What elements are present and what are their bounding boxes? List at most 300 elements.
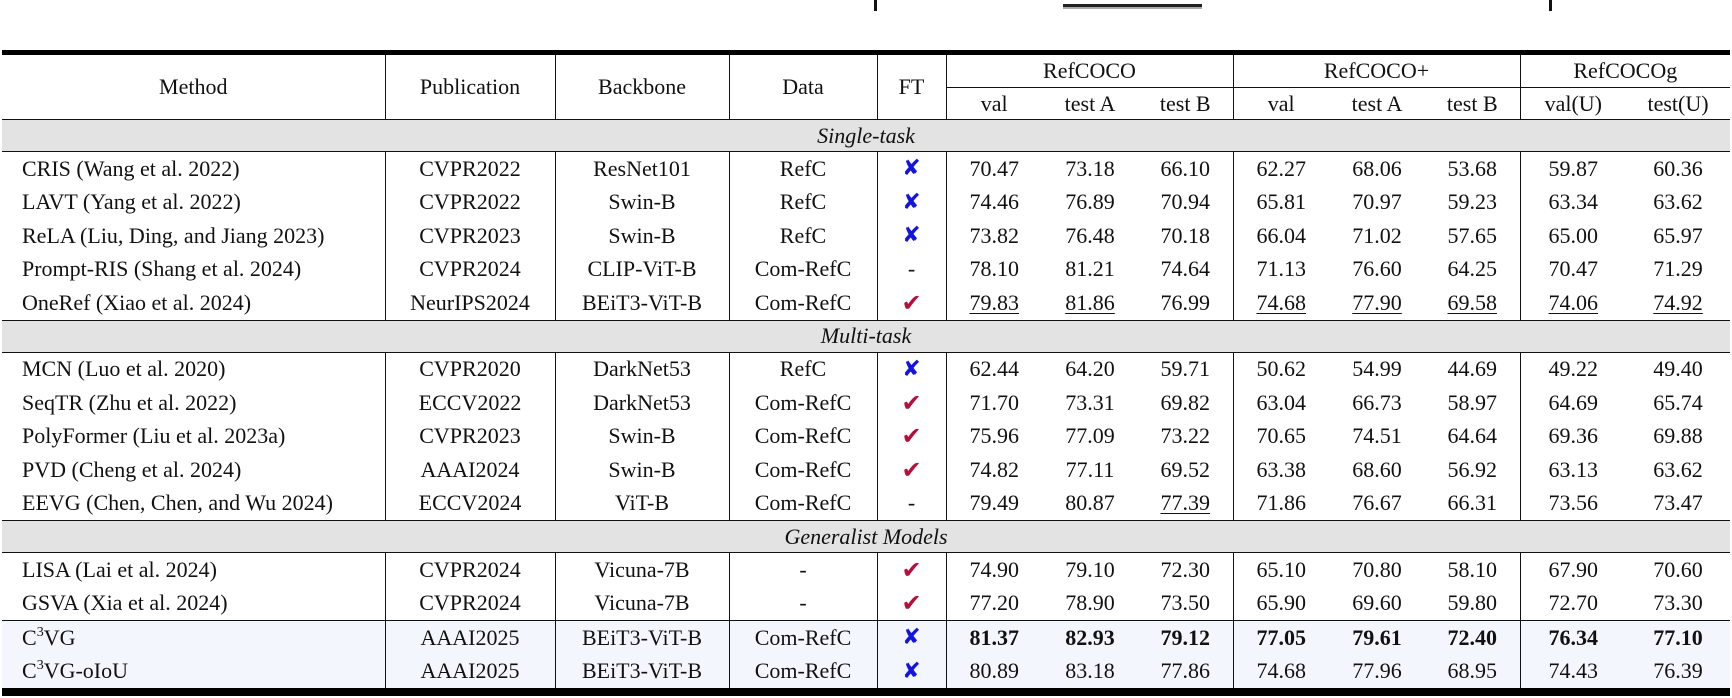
check-icon: ✔ (901, 555, 922, 584)
score-value: 70.65 (1256, 423, 1306, 449)
ft-cell (877, 352, 946, 386)
score-cell (1138, 453, 1233, 487)
header-refcoco-testb: test B (1138, 88, 1233, 120)
score-cell (1425, 386, 1520, 420)
section-header-row (2, 320, 1730, 352)
score-cell (1042, 352, 1138, 386)
backbone-cell: BEiT3-ViT-B (555, 286, 729, 320)
score-cell (1425, 420, 1520, 454)
score-cell (1233, 186, 1329, 220)
score-cell (1425, 655, 1520, 693)
check-icon: ✔ (901, 388, 922, 417)
score-value: 73.31 (1065, 389, 1115, 415)
score-value: 53.68 (1447, 155, 1498, 181)
ft-cell (877, 487, 946, 521)
score-cell (1042, 621, 1138, 655)
ft-cell (877, 386, 946, 420)
data-cell: Com-RefC (729, 655, 877, 693)
score-cell (1233, 352, 1329, 386)
score-value: 83.18 (1065, 658, 1115, 684)
table-row (2, 487, 1730, 521)
score-value: 74.92 (1653, 289, 1703, 315)
score-value: 65.90 (1256, 590, 1306, 616)
score-cell (1233, 152, 1329, 186)
score-cell (946, 219, 1042, 253)
score-cell (946, 152, 1042, 186)
data-cell: Com-RefC (729, 253, 877, 287)
backbone-cell: ViT-B (555, 487, 729, 521)
score-value: 66.04 (1256, 222, 1306, 248)
score-cell (1042, 253, 1138, 287)
ft-cell (877, 453, 946, 487)
method-cell: CRIS (Wang et al. 2022) (2, 152, 385, 186)
score-value: 50.62 (1256, 356, 1306, 382)
score-value: 70.60 (1653, 556, 1703, 582)
score-cell (1520, 453, 1626, 487)
score-value: 59.87 (1548, 155, 1599, 181)
score-cell (1329, 453, 1425, 487)
method-name-superscript: 3 (36, 658, 44, 674)
score-value: 64.64 (1447, 423, 1498, 449)
score-cell (1425, 487, 1520, 521)
score-cell (1233, 386, 1329, 420)
score-value: 68.06 (1352, 155, 1402, 181)
method-cell: LISA (Lai et al. 2024) (2, 553, 385, 587)
score-cell (1233, 655, 1329, 693)
score-cell (1329, 553, 1425, 587)
header-ft: FT (877, 53, 946, 120)
header-backbone: Backbone (555, 53, 729, 120)
header-data: Data (729, 53, 877, 120)
score-value: 76.67 (1352, 490, 1402, 516)
score-value: 77.10 (1653, 624, 1703, 650)
score-cell (1425, 186, 1520, 220)
ft-cell (877, 420, 946, 454)
cross-icon: ✘ (902, 156, 921, 182)
score-cell (1626, 420, 1730, 454)
score-cell (1425, 453, 1520, 487)
method-cell: OneRef (Xiao et al. 2024) (2, 286, 385, 320)
score-value: 62.27 (1256, 155, 1306, 181)
score-value: 44.69 (1447, 356, 1498, 382)
score-cell (1042, 453, 1138, 487)
score-value: 73.22 (1160, 423, 1210, 449)
score-value: 58.10 (1447, 556, 1498, 582)
caption-glyph-descender (874, 0, 877, 11)
score-cell (1233, 621, 1329, 655)
score-value: 73.30 (1653, 590, 1703, 616)
cross-icon: ✘ (902, 658, 921, 684)
data-cell: Com-RefC (729, 487, 877, 521)
score-value: 57.65 (1447, 222, 1498, 248)
score-value: 60.36 (1653, 155, 1703, 181)
method-name-rest: VG (43, 624, 76, 650)
table-row-ours (2, 655, 1730, 693)
score-value: 72.70 (1548, 590, 1599, 616)
header-refcocoplus-val: val (1233, 88, 1329, 120)
ft-cell (877, 253, 946, 287)
backbone-cell: ResNet101 (555, 152, 729, 186)
score-value: 65.10 (1256, 556, 1306, 582)
backbone-cell: CLIP-ViT-B (555, 253, 729, 287)
score-cell (1626, 186, 1730, 220)
score-cell (1329, 186, 1425, 220)
score-value: 74.90 (969, 556, 1019, 582)
score-value: 77.11 (1065, 456, 1115, 482)
score-cell (1042, 587, 1138, 621)
score-cell (1626, 219, 1730, 253)
score-value: 66.31 (1447, 490, 1498, 516)
score-value: 74.82 (969, 456, 1019, 482)
publication-cell: CVPR2022 (385, 186, 555, 220)
score-cell (1329, 621, 1425, 655)
publication-cell: ECCV2022 (385, 386, 555, 420)
score-cell (1329, 286, 1425, 320)
score-value: 71.02 (1352, 222, 1402, 248)
score-value: 64.69 (1548, 389, 1599, 415)
publication-cell: CVPR2020 (385, 352, 555, 386)
score-value: 59.80 (1447, 590, 1498, 616)
header-refcoco-testa: test A (1042, 88, 1138, 120)
method-cell: GSVA (Xia et al. 2024) (2, 587, 385, 621)
score-value: 70.94 (1160, 189, 1210, 215)
score-cell (1520, 186, 1626, 220)
ft-cell (877, 553, 946, 587)
score-value: 69.82 (1160, 389, 1210, 415)
score-cell (1233, 286, 1329, 320)
check-icon: ✔ (901, 422, 922, 451)
score-cell (1042, 553, 1138, 587)
score-cell (1520, 286, 1626, 320)
score-value: 73.56 (1548, 490, 1599, 516)
table-row (2, 286, 1730, 320)
score-value: 63.04 (1256, 389, 1306, 415)
section-label: Single-task (2, 120, 1730, 152)
score-cell (1042, 655, 1138, 693)
score-cell (1138, 253, 1233, 287)
score-value: 70.97 (1352, 189, 1402, 215)
score-value: 76.60 (1352, 256, 1402, 282)
score-value: 77.86 (1160, 658, 1210, 684)
header-refcocoplus-testb: test B (1425, 88, 1520, 120)
score-value: 73.47 (1653, 490, 1703, 516)
data-cell: RefC (729, 352, 877, 386)
score-value: 73.50 (1160, 590, 1210, 616)
score-value: 64.20 (1065, 356, 1115, 382)
score-cell (1425, 352, 1520, 386)
section-label: Generalist Models (2, 521, 1730, 553)
score-value: 70.47 (969, 155, 1019, 181)
score-value: 69.36 (1548, 423, 1599, 449)
score-value: 79.12 (1160, 624, 1210, 650)
score-cell (1233, 253, 1329, 287)
section-header-row (2, 521, 1730, 553)
method-cell (2, 655, 385, 693)
score-cell (1042, 186, 1138, 220)
score-value: 72.30 (1160, 556, 1210, 582)
score-cell (1520, 655, 1626, 693)
section-header-row (2, 120, 1730, 152)
score-value: 71.13 (1256, 256, 1306, 282)
score-cell (1042, 152, 1138, 186)
method-name-rest: VG-oIoU (43, 658, 129, 684)
score-value: 59.71 (1160, 356, 1210, 382)
score-cell (1520, 386, 1626, 420)
score-cell (1520, 487, 1626, 521)
score-cell (1233, 453, 1329, 487)
score-cell (1329, 253, 1425, 287)
score-cell (1138, 186, 1233, 220)
score-value: 77.20 (969, 590, 1019, 616)
score-value: 71.86 (1256, 490, 1306, 516)
score-value: 79.49 (969, 490, 1019, 516)
score-cell (1138, 487, 1233, 521)
score-cell (1329, 152, 1425, 186)
score-value: 76.89 (1065, 189, 1115, 215)
score-value: 64.25 (1447, 256, 1498, 282)
cross-icon: ✘ (902, 189, 921, 215)
method-cell: EEVG (Chen, Chen, and Wu 2024) (2, 487, 385, 521)
score-cell (946, 186, 1042, 220)
results-table (2, 50, 1730, 696)
score-value: 74.51 (1352, 423, 1402, 449)
score-value: 77.96 (1352, 658, 1402, 684)
method-cell: Prompt-RIS (Shang et al. 2024) (2, 253, 385, 287)
header-refcocoplus-testa: test A (1329, 88, 1425, 120)
table-body (2, 120, 1730, 693)
score-cell (1626, 587, 1730, 621)
ft-cell (877, 621, 946, 655)
method-cell: PolyFormer (Liu et al. 2023a) (2, 420, 385, 454)
score-value: 49.40 (1653, 356, 1703, 382)
score-value: 54.99 (1352, 356, 1402, 382)
table-row (2, 352, 1730, 386)
method-name-superscript: 3 (36, 624, 44, 640)
score-value: 81.37 (969, 624, 1019, 650)
score-cell (1520, 553, 1626, 587)
score-cell (1626, 352, 1730, 386)
score-value: 78.90 (1065, 590, 1115, 616)
score-cell (1138, 219, 1233, 253)
backbone-cell: Vicuna-7B (555, 553, 729, 587)
score-value: 62.44 (969, 356, 1019, 382)
table-header (2, 53, 1730, 120)
method-name-base: C (22, 658, 37, 684)
score-cell (946, 621, 1042, 655)
score-cell (946, 553, 1042, 587)
score-value: 65.00 (1548, 222, 1599, 248)
score-cell (946, 420, 1042, 454)
score-cell (946, 352, 1042, 386)
data-cell: Com-RefC (729, 286, 877, 320)
backbone-cell: BEiT3-ViT-B (555, 655, 729, 693)
caption-glyph-descender (1549, 0, 1552, 11)
header-group-refcocog: RefCOCOg (1573, 58, 1678, 83)
ft-cell (877, 186, 946, 220)
backbone-cell: Swin-B (555, 453, 729, 487)
score-cell (1138, 386, 1233, 420)
score-value: 81.86 (1065, 289, 1115, 315)
score-cell (1233, 487, 1329, 521)
score-cell (1425, 553, 1520, 587)
score-cell (1425, 286, 1520, 320)
score-value: 76.34 (1548, 624, 1599, 650)
score-value: 76.99 (1160, 289, 1210, 315)
score-value: 70.18 (1160, 222, 1210, 248)
score-cell (1425, 253, 1520, 287)
table-row (2, 219, 1730, 253)
score-cell (1626, 487, 1730, 521)
score-cell (1042, 487, 1138, 521)
publication-cell: CVPR2022 (385, 152, 555, 186)
method-cell: ReLA (Liu, Ding, and Jiang 2023) (2, 219, 385, 253)
score-value: 59.23 (1447, 189, 1498, 215)
score-cell (946, 386, 1042, 420)
score-cell (1233, 219, 1329, 253)
score-value: 63.34 (1548, 189, 1599, 215)
score-cell (1138, 587, 1233, 621)
publication-cell: ECCV2024 (385, 487, 555, 521)
score-cell (1626, 152, 1730, 186)
score-cell (1138, 286, 1233, 320)
score-cell (1425, 152, 1520, 186)
publication-cell: CVPR2024 (385, 253, 555, 287)
score-value: 79.61 (1352, 624, 1402, 650)
score-cell (946, 253, 1042, 287)
score-value: 78.10 (969, 256, 1019, 282)
check-icon: ✔ (901, 288, 922, 317)
score-value: 70.80 (1352, 556, 1402, 582)
score-cell (1138, 655, 1233, 693)
publication-cell: CVPR2023 (385, 420, 555, 454)
score-value: 77.09 (1065, 423, 1115, 449)
backbone-cell: DarkNet53 (555, 352, 729, 386)
score-value: 69.52 (1160, 456, 1210, 482)
score-value: 65.74 (1653, 389, 1703, 415)
score-cell (946, 453, 1042, 487)
score-value: 77.39 (1160, 490, 1210, 516)
score-value: 79.10 (1065, 556, 1115, 582)
score-cell (1520, 587, 1626, 621)
score-value: 80.89 (969, 658, 1019, 684)
header-group-refcoco-plus: RefCOCO+ (1233, 53, 1520, 88)
score-value: 80.87 (1065, 490, 1115, 516)
data-cell: RefC (729, 219, 877, 253)
publication-cell: NeurIPS2024 (385, 286, 555, 320)
caption-underline (1063, 4, 1202, 9)
header-refcocog-valu: val(U) (1520, 88, 1626, 120)
score-cell (1233, 587, 1329, 621)
section-label: Multi-task (2, 320, 1730, 352)
score-value: 70.47 (1548, 256, 1599, 282)
score-value: 67.90 (1548, 556, 1599, 582)
score-cell (1042, 386, 1138, 420)
score-value: 77.90 (1352, 289, 1402, 315)
method-cell: PVD (Cheng et al. 2024) (2, 453, 385, 487)
score-value: 69.58 (1447, 289, 1498, 315)
data-cell: Com-RefC (729, 621, 877, 655)
data-cell: - (729, 587, 877, 621)
score-cell (1329, 219, 1425, 253)
score-cell (1626, 621, 1730, 655)
score-value: 81.21 (1065, 256, 1115, 282)
data-cell: RefC (729, 186, 877, 220)
score-value: 74.64 (1160, 256, 1210, 282)
data-cell: RefC (729, 152, 877, 186)
score-cell (1329, 352, 1425, 386)
method-cell: SeqTR (Zhu et al. 2022) (2, 386, 385, 420)
score-value: 63.62 (1653, 189, 1703, 215)
cross-icon: ✘ (902, 625, 921, 651)
score-cell (1520, 152, 1626, 186)
score-value: 74.68 (1256, 289, 1306, 315)
header-publication: Publication (385, 53, 555, 120)
score-value: 73.82 (969, 222, 1019, 248)
cross-icon: ✘ (902, 356, 921, 382)
score-cell (1626, 453, 1730, 487)
table-row (2, 453, 1730, 487)
table-row-ours (2, 621, 1730, 655)
header-method: Method (2, 53, 385, 120)
table-row (2, 386, 1730, 420)
publication-cell: AAAI2025 (385, 655, 555, 693)
score-value: 71.29 (1653, 256, 1703, 282)
caption-fragment (0, 0, 1732, 14)
score-value: 66.73 (1352, 389, 1402, 415)
header-refcocog-testu: test(U) (1626, 88, 1730, 120)
check-icon: ✔ (901, 455, 922, 484)
table-row (2, 186, 1730, 220)
score-value: 74.68 (1256, 658, 1306, 684)
ft-cell (877, 286, 946, 320)
score-cell (1138, 152, 1233, 186)
score-value: 56.92 (1447, 456, 1498, 482)
score-cell (1626, 553, 1730, 587)
score-cell (946, 655, 1042, 693)
backbone-cell: Swin-B (555, 219, 729, 253)
score-value: 65.97 (1653, 222, 1703, 248)
score-cell (1042, 286, 1138, 320)
score-cell (1329, 386, 1425, 420)
score-cell (1138, 621, 1233, 655)
data-cell: Com-RefC (729, 453, 877, 487)
table-row (2, 553, 1730, 587)
backbone-cell: DarkNet53 (555, 386, 729, 420)
score-value: 71.70 (969, 389, 1019, 415)
method-cell: LAVT (Yang et al. 2022) (2, 186, 385, 220)
backbone-cell: Vicuna-7B (555, 587, 729, 621)
backbone-cell: BEiT3-ViT-B (555, 621, 729, 655)
ft-cell (877, 587, 946, 621)
score-value: 69.88 (1653, 423, 1703, 449)
publication-cell: CVPR2024 (385, 587, 555, 621)
score-value: 65.81 (1256, 189, 1306, 215)
score-cell (1520, 253, 1626, 287)
ft-cell (877, 219, 946, 253)
score-value: 58.97 (1447, 389, 1498, 415)
score-cell (1329, 587, 1425, 621)
data-cell: Com-RefC (729, 420, 877, 454)
score-value: 49.22 (1548, 356, 1599, 382)
publication-cell: AAAI2024 (385, 453, 555, 487)
score-cell (1626, 286, 1730, 320)
score-value: 73.18 (1065, 155, 1115, 181)
score-cell (1329, 420, 1425, 454)
method-name-base: C (22, 624, 37, 650)
method-cell (2, 621, 385, 655)
score-cell (1626, 253, 1730, 287)
score-cell (1520, 621, 1626, 655)
